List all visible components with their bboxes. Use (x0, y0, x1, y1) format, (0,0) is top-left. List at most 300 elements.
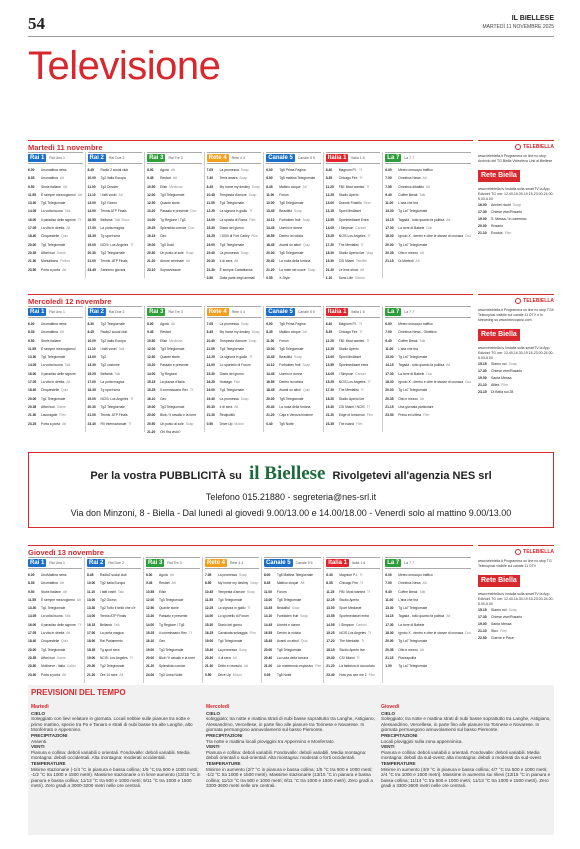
program-genre: Att (302, 330, 307, 335)
program-time: 13.00 (325, 355, 334, 360)
program-item (146, 588, 200, 596)
channel-header (326, 306, 381, 318)
sidebar-header (478, 140, 554, 152)
program-time: 8.45 (87, 168, 94, 172)
program-title: Otto e mezzo (398, 647, 418, 652)
program-time: 14.00 (87, 209, 96, 214)
program-title: Fill Internazionale (100, 421, 127, 426)
program-title: Tg5 Prima Pagina (279, 322, 306, 326)
program-title: Affari tuoi (41, 250, 55, 255)
program-title: CSI Miami / NCIS (338, 404, 365, 409)
program-time: 11.10 (87, 346, 96, 351)
program-genre: Soap (508, 362, 517, 366)
program-title: 4 di sera (219, 404, 233, 409)
program-item (28, 654, 82, 662)
program-time: 15.25 (147, 226, 156, 231)
program-item (147, 320, 202, 328)
program-item (385, 411, 471, 419)
program-time: 21.15 (385, 404, 394, 409)
program-item (87, 596, 141, 604)
program-title: Lavoragale (41, 413, 58, 418)
program-item (28, 337, 83, 345)
program-title: Tg La7 Telegiornale (398, 355, 428, 360)
program-genre: Tf (77, 622, 81, 627)
program-title: Tg3 Telegiornale (160, 346, 185, 351)
program-time: 13.00 (263, 597, 273, 602)
program-item (28, 579, 82, 587)
program-time: 17.30 (385, 371, 394, 376)
program-genre: Soap (239, 647, 247, 652)
program-genre: Film (366, 413, 373, 418)
program-title: Grande Fratello (338, 201, 362, 206)
program-item (28, 183, 83, 191)
program-title: Passato e presente (160, 209, 189, 214)
channel-header (147, 152, 202, 164)
program-item (205, 612, 259, 620)
program-item (266, 328, 321, 336)
program-item (385, 249, 471, 257)
program-item (385, 386, 471, 394)
forecast-text: Soleggiato; tra notte e mattina strati di nubi basse soprattutto tra Langhe, Astigiano, Alessandrino, Vercellese, in parte fino alle pianure tra Torinese e Novarese. In giornata permangono annuvolamenti sul basso Piemonte. (381, 716, 551, 733)
program-time: 20.00 (266, 250, 275, 255)
program-time: 13.00 (266, 201, 275, 206)
channel-logo: Italia 1 (327, 309, 347, 315)
program-time: 8.45 (263, 581, 271, 586)
program-title: Tg5 Telegiornale (279, 346, 304, 351)
channel-column (144, 306, 204, 432)
program-item (28, 249, 83, 257)
program-time: 18.45 (263, 639, 273, 644)
program-title: My home my destiny (217, 581, 249, 586)
program-title: UnoMattina news (41, 573, 67, 577)
program-item (146, 629, 200, 637)
program-time: 6.00 (385, 322, 392, 326)
program-item (88, 232, 143, 240)
program-title: Tg1 Telegiornale (41, 396, 66, 401)
program-time: 13.55 (325, 363, 334, 368)
program-item (264, 621, 321, 629)
program-time: 20.30 (206, 259, 215, 264)
program-item (266, 199, 321, 207)
program-item (326, 604, 380, 612)
program-time: 18.15 (326, 647, 335, 652)
program-time: 21.15 (385, 259, 394, 264)
program-item (326, 232, 381, 240)
program-title: Cinquestelle (41, 388, 60, 393)
program-title: Tg Regione / Tg3 (160, 217, 186, 222)
program-time: 10.45 (204, 589, 214, 594)
program-item (264, 646, 321, 654)
program-title: È sempre Cartabianca (219, 267, 253, 272)
program-title: X-Style (279, 275, 290, 280)
program-item (88, 328, 143, 336)
program-item (88, 361, 143, 369)
program-title: Sportmediaset Extra (338, 217, 369, 222)
program-item (326, 596, 380, 604)
program-time: 13.30 (87, 363, 96, 368)
program-item (28, 386, 83, 394)
channel-column (263, 306, 323, 432)
program-title: I fatti vostri (100, 346, 117, 351)
program-item (266, 191, 321, 199)
program-time: 7.00 (385, 176, 392, 181)
program-title: Coffee Break (398, 338, 418, 343)
program-title: Hostage (219, 380, 232, 385)
channel-header (146, 557, 200, 569)
program-time: 19.00 (478, 376, 487, 380)
program-title: Porta a porta (41, 421, 61, 426)
program-title: I fatti vostri (99, 589, 116, 594)
program-time: 14.00 (206, 363, 215, 368)
program-time: 23.50 (385, 413, 394, 418)
program-item (207, 420, 262, 428)
program-item (87, 662, 141, 670)
channel-number: Rai Due 2 (108, 156, 125, 160)
program-title: Realpolitik (219, 413, 235, 418)
program-genre: Att (66, 380, 71, 385)
program-title: Tg2 Telegiornale (100, 250, 125, 255)
program-time: 19.00 (87, 242, 96, 247)
program-time: 0.40 (266, 421, 273, 426)
program-item (147, 216, 202, 224)
page-header (28, 14, 554, 36)
program-time: 16.55 (87, 217, 96, 222)
program-item (28, 191, 83, 199)
program-title: Tagadà - tutto quanto fa politica (398, 363, 445, 368)
program-item (205, 662, 259, 670)
program-title: È sempre mezzogiorno (41, 597, 75, 602)
forecast-text: Assenti. (31, 738, 48, 744)
program-time: 20.00 (28, 242, 37, 247)
program-title: Avanti un altro! (279, 388, 302, 393)
program-genre: Talk (419, 589, 426, 594)
program-time: 15.25 (145, 631, 155, 636)
program-genre: Soap (307, 267, 316, 272)
program-time: 21.30 (28, 259, 37, 264)
channel-column (143, 557, 202, 683)
program-title: NCIS Los Angeles (338, 380, 366, 385)
program-title: Tg5 Telegiornale (276, 647, 302, 652)
program-title: Forbidden fruit (279, 363, 301, 368)
program-title: Tg1 Telegiornale (41, 606, 66, 611)
program-item (28, 361, 83, 369)
program-time: 23.25 (28, 421, 37, 426)
program-time: 19.00 (147, 242, 156, 247)
channel-number: Italia 1 6 (351, 310, 365, 314)
program-title: Mattino cinque (279, 330, 301, 335)
program-time: 21.20 (325, 413, 334, 418)
paper-name: IL BIELLESE (511, 15, 554, 22)
program-time: 18.45 (266, 388, 275, 393)
program-title: 4 di sera (217, 655, 231, 660)
program-time: 13.00 (326, 606, 335, 611)
program-time: 11.00 (263, 589, 273, 594)
forecast-text: Pianura e collina: deboli variabili o orientali. Fondovalle: deboli variabili. Media montagna: deboli occidentali. Alta montagna: moderati occidentali. (31, 749, 190, 761)
program-title: Ignoto X - dentro e oltre le stanze di cronaca (398, 631, 464, 636)
channel-column (144, 152, 204, 278)
program-title: Santa Messa (491, 622, 512, 626)
program-item (28, 395, 83, 403)
program-title: Tg2 Telegiornale (99, 664, 125, 669)
program-title: Passato e presente (160, 363, 189, 368)
program-item (146, 662, 200, 670)
channel-number: La 7 7 (404, 156, 415, 160)
program-title: Tg sport sera (99, 647, 120, 652)
program-item (326, 174, 381, 182)
program-title: I Simpson (339, 622, 354, 627)
program-time: 21.20 (145, 664, 155, 669)
program-title: Caja e Veneza insieme (279, 413, 313, 418)
program-time: 13.00 (266, 346, 275, 351)
program-item (266, 395, 321, 403)
program-title: La volta buona (41, 614, 63, 619)
program-title: Porta a porta (41, 267, 61, 272)
program-time: 8.35 (28, 176, 35, 181)
program-item (385, 579, 471, 587)
program-item (385, 207, 471, 215)
program-genre: Quiz (300, 639, 308, 644)
program-title: Chicago Fire (339, 581, 358, 586)
program-item (205, 637, 259, 645)
program-genre: Att (169, 573, 174, 577)
program-item (385, 571, 471, 579)
program-item (264, 671, 321, 679)
program-time: 11.00 (385, 346, 394, 351)
program-time: 8.45 (266, 330, 273, 335)
program-time: 10.55 (145, 589, 155, 594)
program-time: 13.20 (147, 209, 156, 214)
program-time: 6.40 (326, 573, 333, 577)
program-title: Tg2 Italia Europa (99, 581, 126, 586)
program-item (205, 654, 259, 662)
program-time: 7.05 (206, 168, 214, 172)
program-time: 21.20 (263, 664, 273, 669)
program-time: 17.20 (325, 388, 334, 393)
program-item (88, 337, 143, 345)
program-time: 20.00 (266, 396, 275, 401)
program-time: 8.45 (86, 573, 94, 577)
program-genre: Film (233, 380, 241, 385)
program-item (266, 216, 321, 224)
program-item (207, 337, 262, 345)
program-title: Meteo oroscopo traffico (398, 168, 433, 172)
program-title: Tg La7 Telegiornale (398, 606, 428, 611)
program-time: 20.40 (266, 404, 275, 409)
program-item (88, 224, 143, 232)
program-time: 21.15 (385, 655, 394, 660)
channel-header (205, 557, 259, 569)
channel-header (28, 306, 83, 318)
program-title: Beautiful (279, 209, 293, 214)
program-title: Tg3 Telegiornale (158, 647, 184, 652)
program-genre: Att (59, 581, 64, 586)
header-divider (28, 36, 554, 37)
program-item (147, 353, 202, 361)
program-time: 8.00 (147, 168, 154, 172)
program-item (264, 571, 321, 579)
program-title: Studio Aperto live (338, 250, 365, 255)
program-item (266, 257, 321, 265)
program-genre: Att (59, 330, 64, 335)
forecast-text: Minime in aumento (4/9 °C in pianura e bassa collina; 4/7 °C tra 500 e 1000 metri; 2/4 °C tra 1000 e 1500 metri). Massime in aumento sui rilievi (13/15 °C in pianura e bassa collina; 11/14 °C tra 500 e 1000 metri; 11/13 °C tra 1000 e 1500 metri). Zero gradi a 3300-3600 metri nelle ore centrali. (381, 766, 551, 789)
program-item (266, 361, 321, 369)
program-genre: Tf (188, 631, 192, 636)
program-item (266, 232, 321, 240)
program-time: 11.55 (206, 346, 215, 351)
program-item (207, 403, 262, 411)
forecast-label: TEMPERATURE (381, 760, 416, 766)
program-item (326, 320, 381, 328)
program-time: 12.25 (325, 346, 334, 351)
program-item (147, 241, 202, 249)
program-time: 14.15 (385, 363, 394, 368)
program-time: 20.00 (385, 242, 394, 247)
program-title: Studio Aperto (339, 597, 360, 602)
program-item (326, 191, 381, 199)
program-title: Tg3 Dolci (160, 242, 175, 247)
program-item (326, 621, 380, 629)
program-title: Tg5 Telegiornale (276, 597, 302, 602)
program-time: 10.00 (86, 581, 96, 586)
program-genre: Soap (248, 192, 257, 197)
program-item (147, 395, 202, 403)
program-genre: Tf (128, 421, 132, 426)
program-item (28, 637, 82, 645)
program-time: 7.00 (385, 330, 392, 335)
program-item (28, 420, 83, 428)
program-title: Tg2 Tutto il bello che c'è (99, 606, 136, 611)
program-time: 21.20 (266, 413, 275, 418)
program-title: Tg2 Italia Europa (100, 176, 126, 181)
program-genre: Att (66, 631, 71, 636)
program-time: 15.30 (206, 226, 215, 231)
program-item (147, 361, 202, 369)
program-time: 14.10 (263, 614, 273, 619)
program-item (326, 199, 381, 207)
program-item (87, 671, 141, 679)
program-item (326, 224, 381, 232)
program-item (266, 207, 321, 215)
forecast-label: VENTI (206, 744, 220, 750)
program-genre: Film (504, 231, 512, 235)
program-title: NCIS Los Angeles (339, 631, 367, 636)
channel-number: Canale 5 5 (295, 561, 313, 565)
forecast-text: Tra notte e mattina locali pioviggini tra Appennino e Monferrato. (206, 738, 335, 744)
program-time: 23.40 (326, 672, 335, 677)
program-title: Forum (279, 192, 289, 197)
program-time: 11.00 (385, 597, 394, 602)
program-time: 21.30 (206, 267, 215, 272)
sidebar-text-2: www.retebiella.tv Installa sulla smartTV la App. Edizioni TG ore: 12.40-16.30-19.15-23.00-24.00-5.00-6.00 (478, 187, 554, 201)
program-item (147, 191, 202, 199)
program-item (326, 395, 381, 403)
channel-column (202, 557, 261, 683)
sidebar-title: TELEBIELLA (523, 548, 554, 555)
program-title: Di Bella sul 28 (491, 390, 514, 394)
program-title: La vita in diretta (41, 226, 65, 231)
program-item (28, 604, 82, 612)
program-time: 13.30 (385, 209, 394, 214)
channel-logo: Rai 1 (30, 309, 45, 315)
program-title: Tg5 Telegiornale (279, 250, 304, 255)
program-time: 11.00 (266, 338, 275, 343)
program-item (28, 320, 83, 328)
channel-number: Rai Uno 1 (49, 310, 65, 314)
program-time: 18.20 (325, 396, 334, 401)
program-time: 15.15 (478, 362, 487, 366)
channel-column (85, 306, 145, 432)
program-item (147, 428, 202, 436)
program-genre: Talk Show (114, 217, 130, 222)
program-item (28, 174, 83, 182)
program-time: 12.50 (145, 606, 155, 611)
channel-logo: Rete 4 (206, 560, 225, 566)
program-genre: Soap (251, 184, 260, 189)
program-title: Forbidden fruit (279, 217, 301, 222)
program-genre: Att (185, 259, 190, 264)
program-genre: Tf (77, 217, 81, 222)
program-genre: Doc (188, 226, 195, 231)
program-title: La porta magica (100, 380, 125, 385)
program-time: 16.25 (204, 631, 214, 636)
sidebar-program (478, 607, 554, 614)
sidebar-header (478, 545, 554, 557)
program-genre: Film (500, 629, 507, 633)
channel-number: Rete 4 4 (231, 156, 245, 160)
program-title: NCIS Los Angeles (338, 234, 366, 239)
program-time: 6.40 (325, 168, 333, 172)
program-time: 20.30 (204, 655, 214, 660)
program-time: 8.45 (206, 330, 214, 335)
program-time: 11.55 (204, 597, 214, 602)
program-title: Tg5 Telegiornale (279, 201, 304, 206)
program-title: Bellamà (100, 217, 113, 222)
program-title: La promessa (217, 573, 238, 577)
program-title: Tg3 Linea Notte (158, 672, 183, 677)
program-time: 20.35 (385, 250, 394, 255)
program-item (266, 320, 321, 328)
program-time: 20.30 (87, 250, 96, 255)
program-genre: Talk (419, 192, 426, 197)
program-item (326, 637, 380, 645)
program-item (207, 207, 262, 215)
program-time: 10.00 (87, 176, 96, 181)
program-item (88, 320, 143, 328)
program-item (385, 637, 471, 645)
program-time: 9.40 (385, 192, 392, 197)
program-time: 15.25 (325, 234, 334, 239)
program-genre: Tf (367, 234, 371, 239)
program-genre: Soap (300, 614, 308, 619)
channel-logo: Rai 3 (149, 155, 164, 161)
program-time: 20.35 (28, 655, 37, 660)
program-item (28, 588, 82, 596)
program-genre: Att (62, 421, 67, 426)
program-genre: Tf (359, 330, 363, 335)
program-time: 6.00 (28, 573, 35, 577)
program-time: 20.00 (385, 388, 394, 393)
program-item (146, 671, 200, 679)
sidebar-program (478, 635, 554, 642)
program-title: Un matrimonio esplosivo (276, 664, 314, 669)
program-time: 19.00 (204, 639, 214, 644)
program-genre: Quiz (303, 388, 310, 393)
program-item (385, 403, 471, 411)
program-item (88, 411, 143, 419)
program-genre: Motori (232, 672, 242, 677)
program-time: 15.25 (326, 631, 335, 636)
program-title: Tg4 Telegiornale (219, 201, 244, 206)
